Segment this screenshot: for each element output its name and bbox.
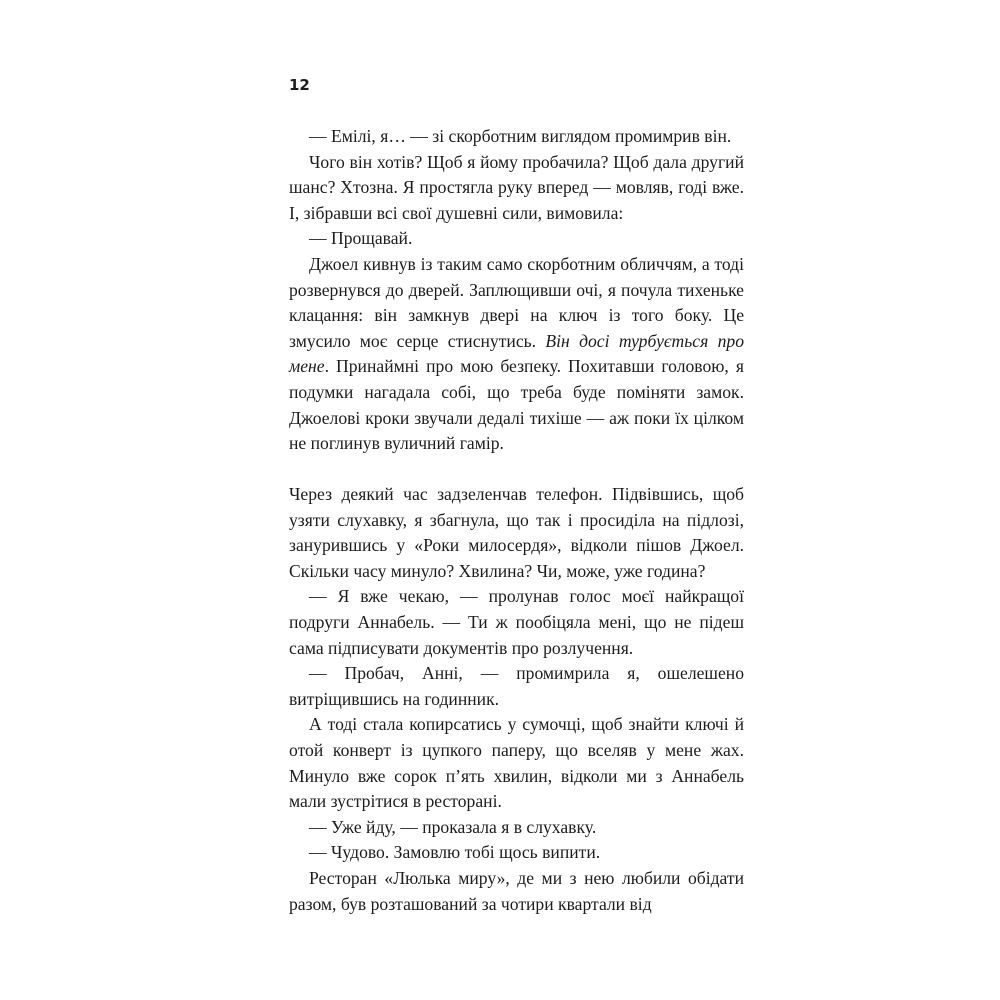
paragraph-text: — Прощавай. <box>309 228 413 249</box>
paragraph-text: — Емілі, я… — зі скорботним виглядом промимрив він. <box>309 126 732 146</box>
paragraph-text: Чого він хотів? Щоб я йому пробачила? Щоб дала другий шанс? Хтозна. Я простягла руку вперед — мовляв, годі вже. І, зібравши всі свої душевні сили, вимовила: <box>289 151 744 223</box>
paragraph-text: А тоді стала копирсатись у сумочці, щоб знайти ключі й отой конверт із цупкого паперу, що вселяв у мене жах. Минуло вже сорок п’ять хвилин, відколи ми з Аннабель мали зустрітися в ресторані. <box>289 714 744 812</box>
paragraph-text: — Уже йду, — проказала я в слухавку. <box>309 816 597 837</box>
paragraph-text: — Я вже чекаю, — пролунав голос моєї найкращої подруги Аннабель. — Ти ж пообіцяла мені, що не підеш сама підписувати документів про розлучення. <box>289 586 744 658</box>
text-section-2 <box>289 482 744 917</box>
page-number: 12 <box>289 76 310 94</box>
paragraph <box>289 226 744 252</box>
paragraph-text: . Принаймні про мою безпеку. Похитавши головою, я подумки нагадала собі, що треба буде поміняти замок. Джоелові кроки звучали дедалі тихіше — аж поки їх цілком не поглинув вуличний гамір. <box>289 356 744 454</box>
paragraph-text: Джоел кивнув із таким само скорботним обличчям, а тоді розвернувся до дверей. Заплющивши очі, я почула тихеньке клацання: він замкнув двері на ключ із того боку. Це змусило моє серце стиснутись. <box>289 253 744 351</box>
paragraph <box>289 482 744 584</box>
paragraph <box>289 712 744 814</box>
paragraph-text: — Пробач, Анні, — промимрила я, ошелешено витріщившись на годинник. <box>289 663 744 709</box>
text-section-1 <box>289 124 744 457</box>
paragraph <box>289 584 744 661</box>
paragraph <box>289 150 744 227</box>
paragraph <box>289 661 744 712</box>
paragraph-text: Через деякий час задзеленчав телефон. Підвівшись, щоб узяти слухавку, я збагнула, що так і просиділа на підлозі, занурившись у «Роки милосердя», відколи пішов Джоел. Скільки часу минуло? Хвилина? Чи, може, уже година? <box>289 484 744 581</box>
paragraph <box>289 815 744 841</box>
paragraph-text: Ресторан «Люлька миру», де ми з нею любили обідати разом, був розташований за чотири квартали від <box>289 867 744 914</box>
italic-text: Він досі турбується про мене <box>289 330 744 377</box>
paragraph-text: — Чудово. Замовлю тобі щось випити. <box>309 842 601 863</box>
paragraph <box>289 124 744 150</box>
paragraph <box>289 866 744 917</box>
paragraph <box>289 840 744 866</box>
paragraph <box>289 252 744 457</box>
